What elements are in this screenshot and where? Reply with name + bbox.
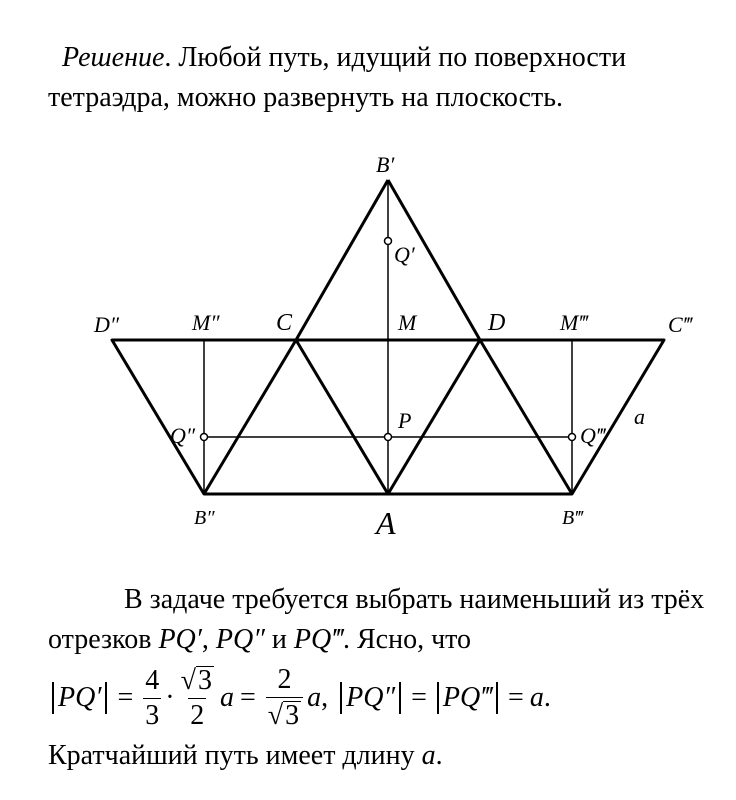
numerator xyxy=(179,666,216,698)
equals-sign: = xyxy=(117,682,134,713)
label-D-dbl: D″ xyxy=(94,312,120,337)
label-B-prime: B′ xyxy=(376,152,395,177)
task-paragraph xyxy=(48,580,708,660)
label-C: C xyxy=(276,310,293,336)
intro-paragraph xyxy=(48,38,708,118)
label-Q-dbl: Q″ xyxy=(170,423,196,448)
length-formula xyxy=(48,664,551,731)
label-B-dbl: B″ xyxy=(194,507,215,529)
conclusion-paragraph xyxy=(48,736,708,776)
variable-a: a xyxy=(529,682,544,713)
point-Q-dbl xyxy=(201,434,208,441)
abs-bar xyxy=(105,682,107,714)
variable-a: a xyxy=(307,682,322,713)
denominator: 2 xyxy=(190,700,205,731)
label-D: D xyxy=(488,310,506,336)
denominator xyxy=(266,697,303,730)
conclusion-text: Кратчайший путь имеет длину xyxy=(48,740,422,771)
segment-PQ-dbl: PQ″ xyxy=(215,624,265,655)
edge-B-prime-C xyxy=(296,180,388,340)
numerator: 2 xyxy=(277,664,292,695)
sqrt-sign: √ 3 xyxy=(267,700,300,731)
formula-seg-PQ-prime: PQ′ xyxy=(58,682,102,713)
equals-sign: = xyxy=(411,682,427,713)
conclusion-end: . xyxy=(435,740,443,771)
segment-PQ-prime: PQ′ xyxy=(158,624,202,655)
equals-sign: = xyxy=(508,682,524,713)
label-M-dbl: M″ xyxy=(192,310,220,335)
fraction-2-sqrt3 xyxy=(266,666,303,730)
task-text-1: В задаче требуется выбрать наименьший из трёх отрезков xyxy=(48,584,705,655)
intro-text: . Любой путь, идущий по поверхности тетраэдра, можно развернуть на плоскость. xyxy=(48,42,627,113)
denominator: 3 xyxy=(145,699,160,731)
label-P: P xyxy=(398,408,412,433)
equals-sign: = xyxy=(239,682,256,713)
label-Q-prime: Q′ xyxy=(394,242,415,267)
comma: , xyxy=(321,682,329,713)
formula-seg-PQ-dbl: PQ″ xyxy=(346,682,396,713)
abs-bar xyxy=(52,682,54,714)
fraction-sqrt3-2 xyxy=(179,666,216,730)
variable-a: a xyxy=(219,682,234,713)
numerator: 4 xyxy=(145,664,160,696)
conclusion-variable-a: a xyxy=(421,740,436,771)
period: . xyxy=(543,682,551,713)
label-C-tri: C‴ xyxy=(668,312,692,337)
solution-lead: Решение xyxy=(62,42,165,73)
fraction-4-3 xyxy=(143,664,161,731)
abs-bar xyxy=(399,682,401,714)
abs-bar xyxy=(340,682,342,714)
abs-bar xyxy=(437,682,439,714)
sqrt-sign: √ 3 xyxy=(180,665,212,696)
edge-C-B-dbl xyxy=(204,340,296,494)
point-Q-tri xyxy=(569,434,576,441)
label-B-tri: B‴ xyxy=(562,507,583,529)
label-a: a xyxy=(634,404,645,429)
abs-bar xyxy=(496,682,498,714)
task-text-2: . Ясно, что xyxy=(342,624,472,655)
label-Q-tri: Q‴ xyxy=(580,423,606,448)
segment-PQ-tri: PQ‴ xyxy=(293,624,343,655)
multiply-dot: · xyxy=(165,682,175,713)
label-A: A xyxy=(376,505,396,541)
label-M: M xyxy=(398,310,417,335)
task-sep: , xyxy=(201,624,216,655)
point-Q-prime xyxy=(385,238,392,245)
point-P xyxy=(385,434,392,441)
edge-D-B-tri xyxy=(480,340,572,494)
formula-seg-PQ-tri: PQ‴ xyxy=(442,682,493,713)
task-conj: и xyxy=(264,624,294,655)
label-M-tri: M‴ xyxy=(560,310,588,335)
tetrahedron-net-diagram xyxy=(0,150,736,550)
edge-C-A xyxy=(296,340,388,494)
